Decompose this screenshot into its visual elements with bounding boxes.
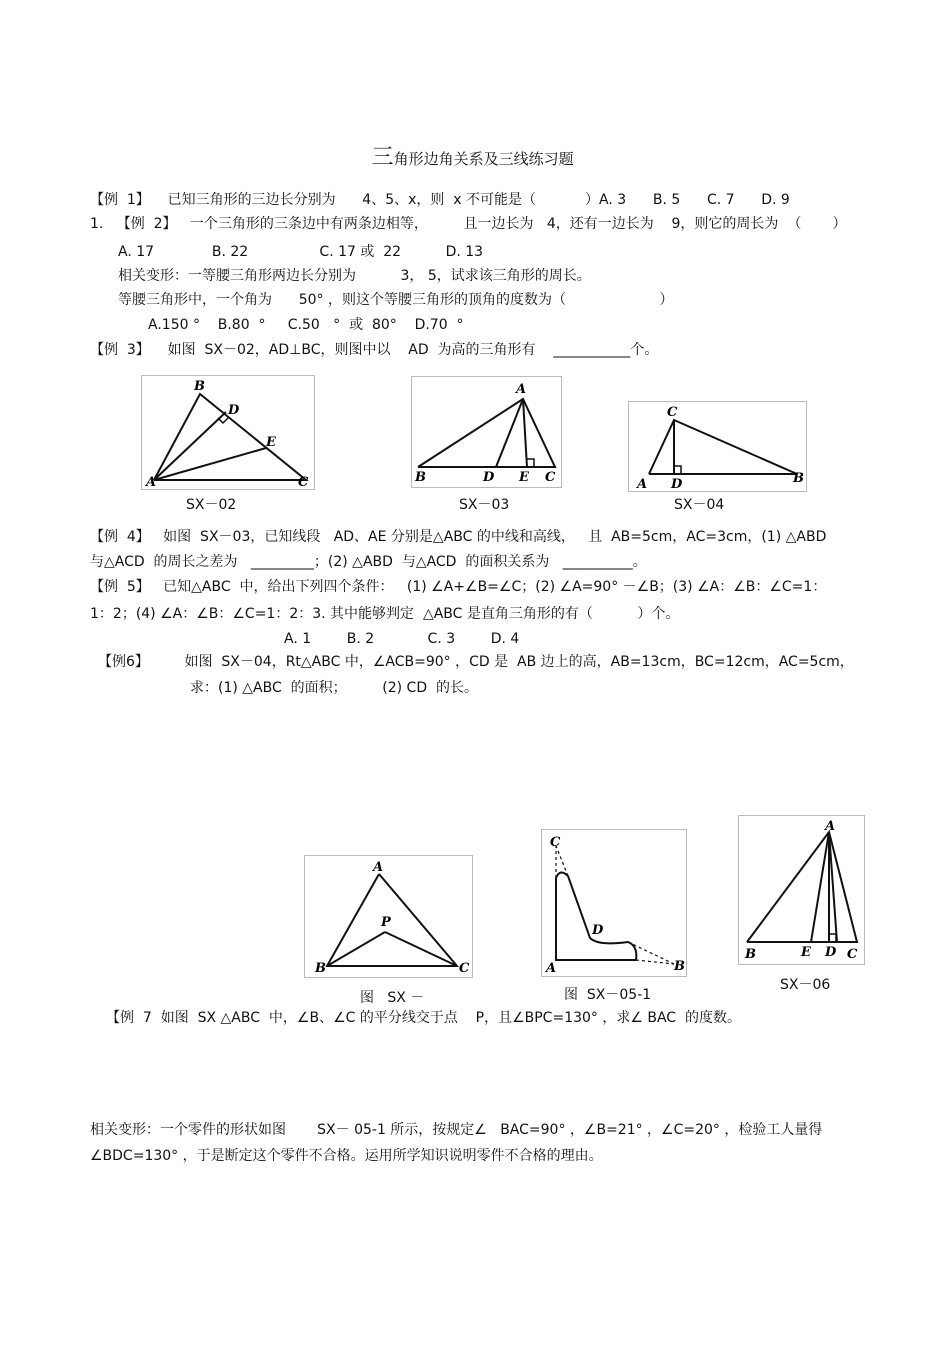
figure-sx-02-diagram <box>142 376 314 489</box>
sx04-label-d: D <box>671 477 683 491</box>
example-2-variant-2: 等腰三角形中，一个角为 50° ，则这个等腰三角形的顶角的度数为（ ） <box>118 292 674 308</box>
figure-sx-05-1 <box>541 829 687 977</box>
figure-sx-05-diagram <box>305 856 472 977</box>
sx02-label-e: E <box>266 435 276 450</box>
example-5-line-2: 1：2；(4) ∠A：∠B：∠C=1：2：3. 其中能够判定 △ABC 是直角三角形的有（ ）个。 <box>90 606 680 622</box>
example-2-variant-1: 相关变形：一等腰三角形两边长分别为 3， 5，试求该三角形的周长。 <box>118 268 591 284</box>
sx06-label-c: C <box>847 947 858 962</box>
example-7-variant-line-2: ∠BDC=130° ，于是断定这个零件不合格。运用所学知识说明零件不合格的理由。 <box>90 1148 603 1164</box>
sx06-label-a: A <box>825 819 836 834</box>
caption-sx-05-1: 图 SX－05-1 <box>564 987 652 1003</box>
sx051-label-c: C <box>550 835 561 850</box>
example-6-line-2: 求：(1) △ABC 的面积； (2) CD 的长。 <box>190 680 478 696</box>
figure-sx-06 <box>738 815 865 965</box>
example-6-line-1: 【例6】 如图 SX－04，Rt△ABC 中，∠ACB=90° ，CD 是 AB 边上的高，AB=13cm，BC=12cm，AC=5cm， <box>98 654 854 670</box>
figure-sx-03-diagram <box>412 377 561 487</box>
sx05-label-a: A <box>373 860 384 875</box>
example-7-variant-line-1: 相关变形：一个零件的形状如图 SX－ 05-1 所示，按规定∠ BAC=90° ，∠B=21° ，∠C=20° ，检验工人量得 <box>90 1122 823 1138</box>
sx03-label-e: E <box>519 470 529 485</box>
sx051-label-a: A <box>546 961 557 976</box>
sx04-label-c: C <box>667 405 678 420</box>
sx06-label-b: B <box>745 947 756 962</box>
figure-sx-06-diagram <box>739 816 864 964</box>
figure-sx-05-1-diagram <box>542 830 686 976</box>
sx03-label-b: B <box>415 470 426 485</box>
figure-sx-04-diagram <box>629 402 806 491</box>
example-2: 1. 【例 2】 一个三角形的三条边中有两条边相等， 且一边长为 4，还有一边长为 9，则它的周长为 （ ） <box>90 216 847 232</box>
sx051-label-d: D <box>592 923 604 938</box>
sx06-label-d: D <box>825 945 837 960</box>
sx04-label-a: A <box>637 477 648 491</box>
sx02-label-a: A <box>146 475 157 489</box>
sx06-label-e: E <box>801 945 811 960</box>
sx03-label-c: C <box>545 470 556 485</box>
page-title <box>362 131 574 168</box>
example-2-options: A. 17 B. 22 C. 17 或 22 D. 13 <box>118 244 484 260</box>
sx02-label-b: B <box>194 379 205 394</box>
title-rest: 角形边角关系及三线练习题 <box>393 150 574 168</box>
example-5-options: A. 1 B. 2 C. 3 D. 4 <box>284 631 520 647</box>
sx04-label-b: B <box>793 471 804 486</box>
title-first-char: 三 <box>371 145 394 170</box>
example-4-line-2: 与△ACD 的周长之差为 _________；(2) △ABD 与△ACD 的面积关系为 __________。 <box>90 554 647 570</box>
example-3: 【例 3】 如图 SX－02，AD⊥BC，则图中以 AD 为高的三角形有 ___________个。 <box>90 342 659 358</box>
figure-sx-03 <box>411 376 562 488</box>
example-4-line-1: 【例 4】 如图 SX－03，已知线段 AD、AE 分别是△ABC 的中线和高线， 且 AB=5cm，AC=3cm，(1) △ABD <box>90 529 827 545</box>
sx05-label-p: P <box>381 915 391 930</box>
figure-sx-04 <box>628 401 807 492</box>
sx02-label-c: C <box>298 475 309 489</box>
caption-sx-02: SX－02 <box>186 497 237 513</box>
example-7: 【例 7 如图 SX △ABC 中，∠B、∠C 的平分线交于点 P，且∠BPC=130° ，求∠ BAC 的度数。 <box>106 1010 741 1026</box>
sx05-label-b: B <box>315 961 326 976</box>
caption-sx-03: SX－03 <box>459 497 510 513</box>
example-5-line-1: 【例 5】 已知△ABC 中，给出下列四个条件： (1) ∠A+∠B=∠C；(2) ∠A=90° －∠B；(3) ∠A：∠B：∠C=1： <box>90 579 827 595</box>
caption-sx-06: SX－06 <box>780 977 831 993</box>
sx03-label-d: D <box>483 470 495 485</box>
figure-sx-05 <box>304 855 473 978</box>
caption-sx-04: SX－04 <box>674 497 725 513</box>
example-2-variant-options: A.150 ° B.80 ° C.50 ° 或 80° D.70 ° <box>148 317 464 333</box>
example-1: 【例 1】 已知三角形的三边长分别为 4、5、x，则 x 不可能是（ ）A. 3 B. 5 C. 7 D. 9 <box>90 192 790 208</box>
sx051-label-b: B <box>674 959 685 974</box>
figure-sx-02 <box>141 375 315 490</box>
caption-sx-05: 图 SX － <box>360 990 425 1006</box>
sx02-label-d: D <box>228 403 240 418</box>
sx03-label-a: A <box>516 382 527 397</box>
sx05-label-c: C <box>459 961 470 976</box>
